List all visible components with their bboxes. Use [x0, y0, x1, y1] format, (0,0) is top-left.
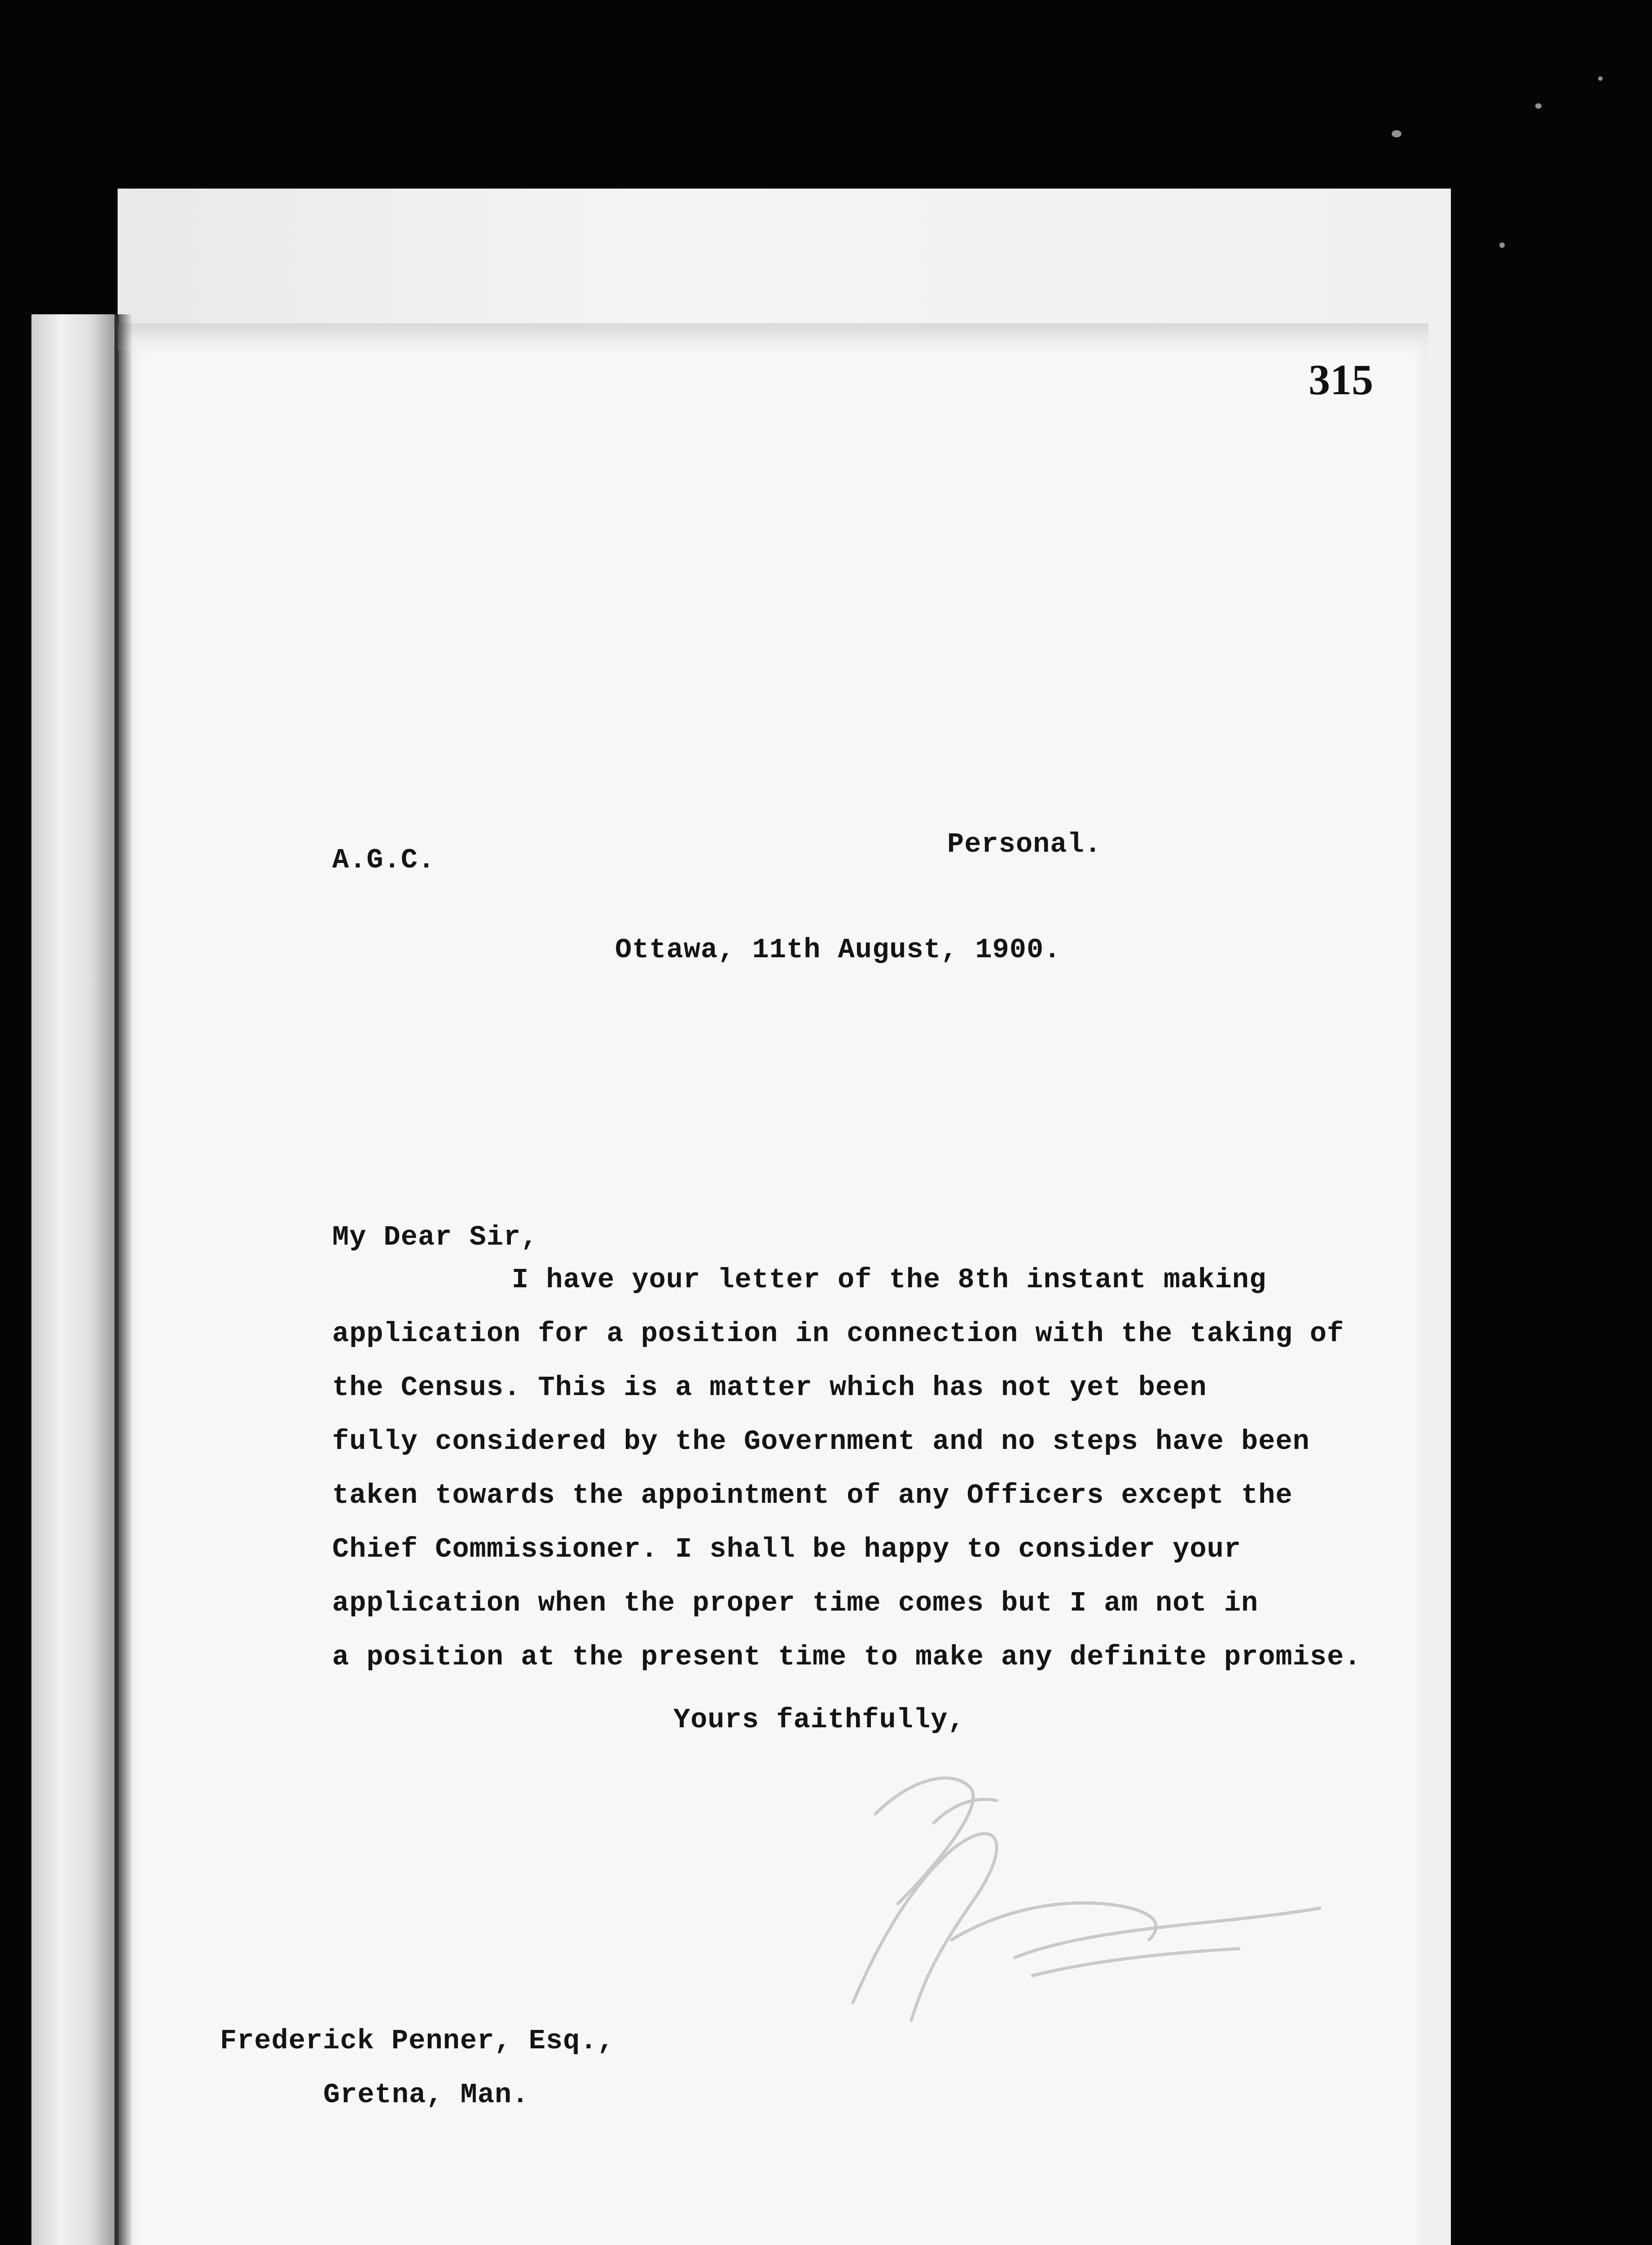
closing: Yours faithfully, [673, 1704, 965, 1736]
signature-stroke [875, 1778, 973, 1904]
body-line: a position at the present time to make any definite promise. [332, 1641, 1362, 1673]
signature-stroke [1032, 1949, 1239, 1976]
body-line: taken towards the appointment of any Officers except the [332, 1479, 1293, 1511]
binding-strip [31, 314, 119, 2245]
addressee-place: Gretna, Man. [323, 2079, 529, 2111]
scan-speck [1392, 130, 1402, 137]
scan-speck [1598, 76, 1603, 81]
signature-stroke [1015, 1908, 1320, 1958]
body-line: Chief Commissioner. I shall be happy to consider your [332, 1533, 1241, 1565]
fold-shadow [114, 314, 132, 2245]
body-line: I have your letter of the 8th instant making [512, 1264, 1267, 1296]
scan-speck [1535, 103, 1542, 109]
body-line: application for a position in connection with the taking of [332, 1318, 1344, 1350]
scan-speck [1499, 242, 1505, 248]
signature-stroke [952, 1903, 1156, 1940]
reference-initials: A.G.C. [332, 844, 435, 876]
place-date: Ottawa, 11th August, 1900. [615, 934, 1061, 966]
personal-marking: Personal. [947, 828, 1102, 860]
salutation: My Dear Sir, [332, 1221, 538, 1253]
faint-signature [763, 1751, 1329, 2065]
body-line: application when the proper time comes but I am not in [332, 1587, 1259, 1619]
body-line: fully considered by the Government and no steps have been [332, 1426, 1310, 1457]
body-line: the Census. This is a matter which has not yet been [332, 1372, 1207, 1404]
page-number: 315 [1309, 356, 1373, 404]
addressee-name: Frederick Penner, Esq., [220, 2025, 615, 2057]
